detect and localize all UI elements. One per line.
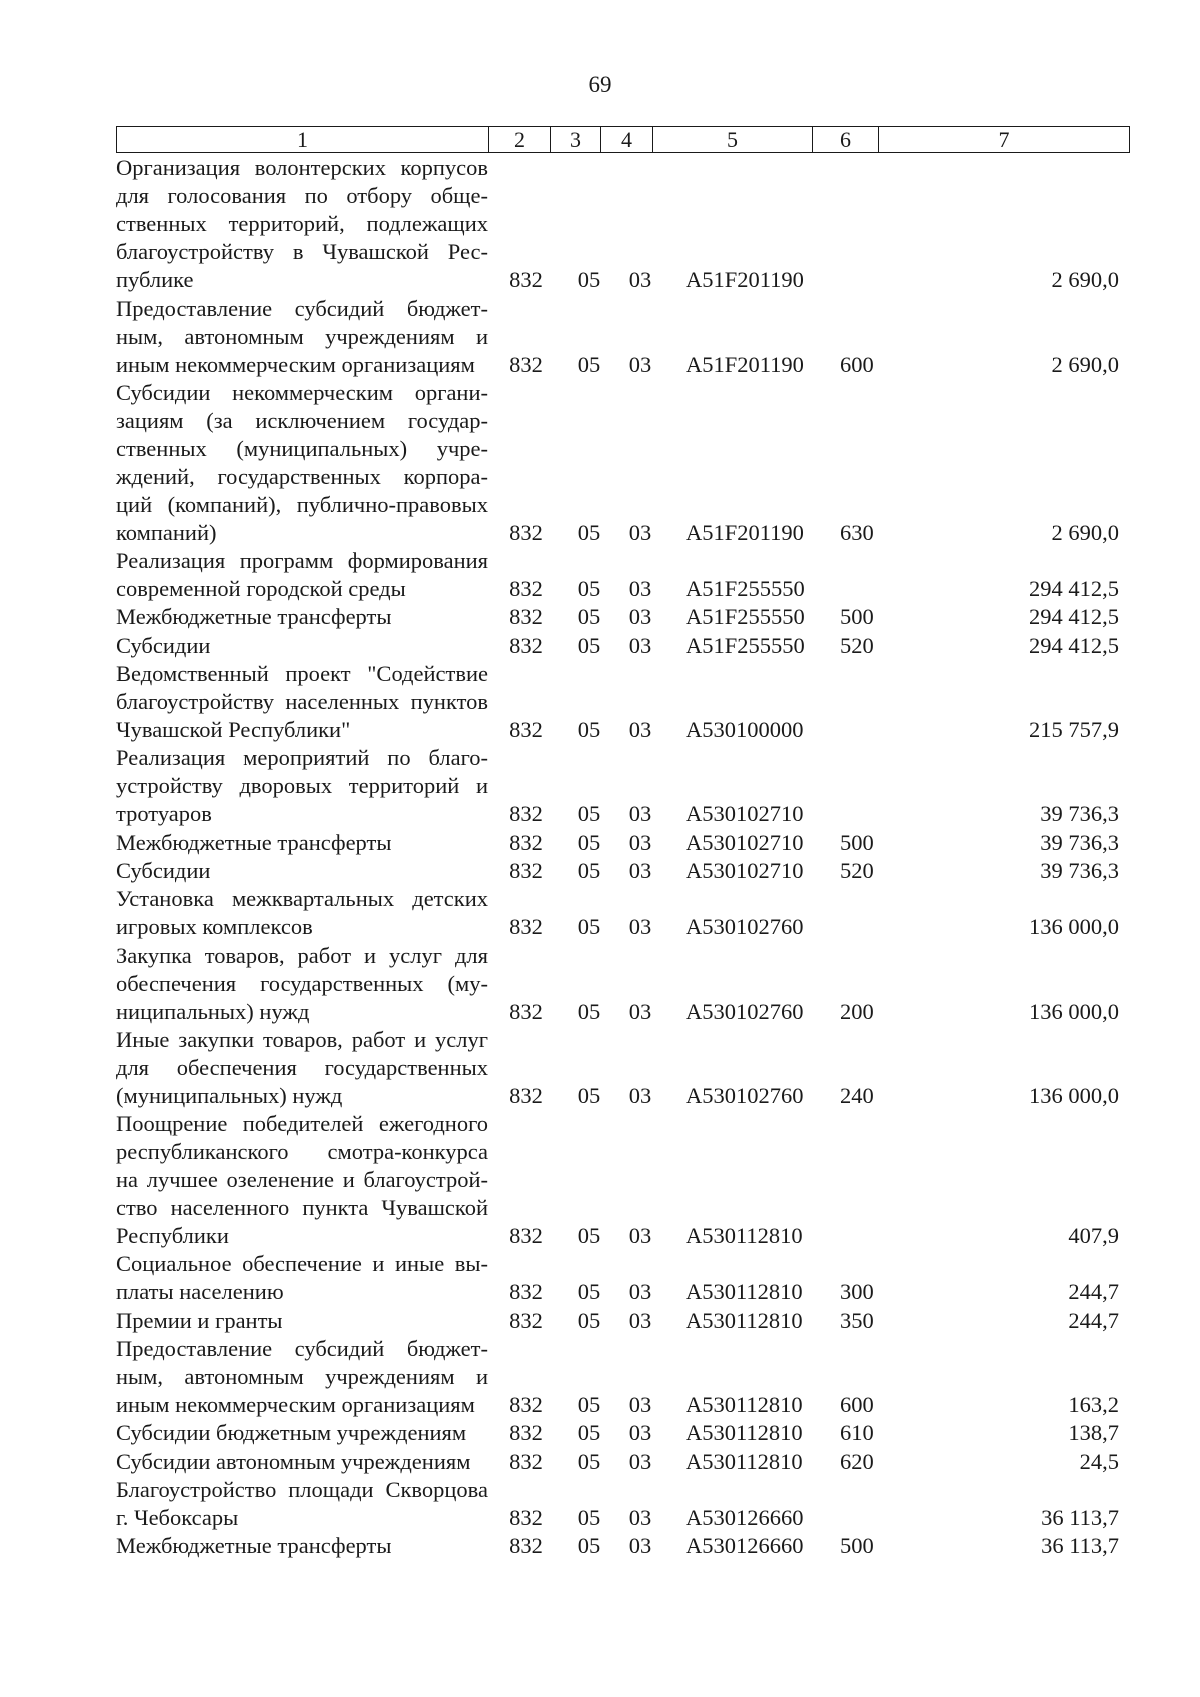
row-name-line: Реализация мероприятий по благо- [116,745,488,771]
row-name-line: Субсидии автономным учреждениям [116,1448,471,1474]
admin-code: 832 [509,829,543,855]
column-header-3: 3 [551,127,601,153]
admin-code: 832 [509,1392,543,1418]
section-code: 05 [577,1448,601,1474]
subsection-code: 03 [628,829,652,855]
table-row [116,1335,1129,1419]
table-row [116,632,1129,660]
target-article-code: A530112810 [686,1448,803,1474]
target-article-code: A530102710 [686,829,804,855]
subsection-code: 03 [628,1279,652,1305]
row-name-line: республиканского смотра-конкурса [116,1139,488,1165]
row-name-line: Субсидии бюджетным учреждениям [116,1420,467,1446]
amount: 294 412,5 [1029,576,1119,602]
section-code: 05 [577,857,601,883]
section-code: 05 [577,914,601,940]
target-article-code: A530102760 [686,998,804,1024]
amount: 244,7 [1068,1307,1119,1333]
target-article-code: A530102760 [686,914,804,940]
amount: 2 690,0 [1051,351,1119,377]
amount: 136 000,0 [1029,998,1119,1024]
column-header-table [116,126,1130,153]
expense-type-code: 500 [840,1533,874,1559]
subsection-code: 03 [628,519,652,545]
row-name-line: современной городской среды [116,576,406,602]
row-name-line: Субсидии некоммерческим органи- [116,379,488,405]
row-name-line: благоустройству в Чувашской Рес- [116,239,488,265]
admin-code: 832 [509,857,543,883]
admin-code: 832 [509,267,543,293]
table-row [116,1532,1129,1560]
table-row [116,1110,1129,1250]
amount: 136 000,0 [1029,1082,1119,1108]
row-name-line: Благоустройство площади Скворцова [116,1476,488,1502]
row-name-line: ственных (муниципальных) учре- [116,435,488,461]
row-name-line: иным некоммерческим организациям [116,1392,475,1418]
row-name-line: для обеспечения государственных [116,1054,488,1080]
row-name-line: платы населению [116,1279,284,1305]
table-row [116,829,1129,857]
budget-table-body [116,154,1129,1560]
row-name-line: Иные закупки товаров, работ и услуг [116,1026,488,1052]
section-code: 05 [577,632,601,658]
expense-type-code: 600 [840,1392,874,1418]
row-name-line: обеспечения государственных (му- [116,970,488,996]
section-code: 05 [577,1307,601,1333]
row-name [116,1476,488,1532]
target-article-code: A530102710 [686,801,804,827]
subsection-code: 03 [628,998,652,1024]
row-name-line: (муниципальных) нужд [116,1082,343,1108]
column-header-6: 6 [813,127,879,153]
expense-type-code: 240 [840,1082,874,1108]
row-name-line: на лучшее озеленение и благоустрой- [116,1167,488,1193]
table-row [116,1448,1129,1476]
section-code: 05 [577,829,601,855]
table-row [116,885,1129,941]
subsection-code: 03 [628,1223,652,1249]
admin-code: 832 [509,801,543,827]
row-name-line: устройству дворовых территорий и [116,773,488,799]
admin-code: 832 [509,717,543,743]
row-name [116,547,488,603]
expense-type-code: 300 [840,1279,874,1305]
amount: 36 113,7 [1041,1504,1119,1530]
table-row [116,942,1129,1026]
section-code: 05 [577,1223,601,1249]
section-code: 05 [577,267,601,293]
row-name-line: Закупка товаров, работ и услуг для [116,942,488,968]
row-name-line: ждений, государственных корпора- [116,463,488,489]
section-code: 05 [577,1279,601,1305]
table-row [116,1307,1129,1335]
row-name [116,744,488,828]
subsection-code: 03 [628,267,652,293]
table-row [116,660,1129,744]
row-name [116,1335,488,1419]
expense-type-code: 620 [840,1448,874,1474]
section-code: 05 [577,1420,601,1446]
amount: 39 736,3 [1040,801,1119,827]
expense-type-code: 520 [840,857,874,883]
amount: 294 412,5 [1029,604,1119,630]
row-name [116,1250,488,1306]
row-name [116,295,488,379]
target-article-code: A530112810 [686,1420,803,1446]
target-article-code: A530126660 [686,1504,804,1530]
target-article-code: A530102710 [686,857,804,883]
target-article-code: A530112810 [686,1223,803,1249]
row-name [116,885,488,941]
row-name-line: г. Чебоксары [116,1504,239,1530]
subsection-code: 03 [628,1082,652,1108]
subsection-code: 03 [628,857,652,883]
row-name [116,857,488,885]
subsection-code: 03 [628,576,652,602]
table-row [116,295,1129,379]
column-header-row [117,127,1130,153]
row-name-line: зациям (за исключением государ- [116,407,488,433]
target-article-code: A530102760 [686,1082,804,1108]
amount: 407,9 [1068,1223,1119,1249]
column-header-4: 4 [601,127,653,153]
admin-code: 832 [509,519,543,545]
target-article-code: A51F201190 [686,351,804,377]
amount: 24,5 [1079,1448,1119,1474]
row-name-line: Межбюджетные трансферты [116,1533,392,1559]
admin-code: 832 [509,576,543,602]
subsection-code: 03 [628,801,652,827]
table-row [116,744,1129,828]
target-article-code: A530100000 [686,717,804,743]
amount: 2 690,0 [1051,519,1119,545]
expense-type-code: 500 [840,604,874,630]
amount: 136 000,0 [1029,914,1119,940]
row-name-line: ным, автономным учреждениям и [116,1364,488,1390]
section-code: 05 [577,1533,601,1559]
amount: 215 757,9 [1029,717,1119,743]
row-name-line: Чувашской Республики" [116,717,351,743]
amount: 2 690,0 [1051,267,1119,293]
amount: 138,7 [1068,1420,1119,1446]
section-code: 05 [577,1504,601,1530]
row-name [116,660,488,744]
row-name [116,942,488,1026]
row-name-line: ным, автономным учреждениям и [116,323,488,349]
amount: 244,7 [1068,1279,1119,1305]
section-code: 05 [577,519,601,545]
table-row [116,547,1129,603]
subsection-code: 03 [628,1392,652,1418]
table-row [116,1026,1129,1110]
target-article-code: A51F201190 [686,519,804,545]
column-header-1: 1 [117,127,489,153]
table-row [116,379,1129,547]
target-article-code: A530112810 [686,1392,803,1418]
column-header-7: 7 [879,127,1130,153]
table-row [116,857,1129,885]
row-name [116,1307,488,1335]
row-name [116,632,488,660]
target-article-code: A530126660 [686,1533,804,1559]
row-name-line: иным некоммерческим организациям [116,351,475,377]
subsection-code: 03 [628,604,652,630]
table-row [116,154,1129,294]
amount: 294 412,5 [1029,632,1119,658]
row-name-line: Субсидии [116,632,211,658]
row-name [116,1448,488,1476]
amount: 36 113,7 [1041,1533,1119,1559]
subsection-code: 03 [628,914,652,940]
target-article-code: A51F255550 [686,576,805,602]
table-row [116,603,1129,631]
row-name-line: тротуаров [116,801,212,827]
target-article-code: A51F255550 [686,632,805,658]
expense-type-code: 200 [840,998,874,1024]
row-name [116,1532,488,1560]
row-name-line: ство населенного пункта Чувашской [116,1195,488,1221]
admin-code: 832 [509,1533,543,1559]
row-name-line: Установка межквартальных детских [116,886,488,912]
subsection-code: 03 [628,1504,652,1530]
admin-code: 832 [509,1223,543,1249]
section-code: 05 [577,717,601,743]
row-name-line: Республики [116,1223,229,1249]
admin-code: 832 [509,914,543,940]
admin-code: 832 [509,1448,543,1474]
row-name-line: для голосования по отбору обще- [116,183,488,209]
section-code: 05 [577,1082,601,1108]
target-article-code: A51F201190 [686,267,804,293]
row-name [116,379,488,547]
row-name-line: игровых комплексов [116,914,313,940]
expense-type-code: 630 [840,519,874,545]
section-code: 05 [577,351,601,377]
row-name-line: Предоставление субсидий бюджет- [116,1336,488,1362]
row-name-line: Ведомственный проект "Содействие [116,661,488,687]
row-name-line: Субсидии [116,857,211,883]
subsection-code: 03 [628,1420,652,1446]
admin-code: 832 [509,1504,543,1530]
section-code: 05 [577,801,601,827]
row-name-line: публике [116,267,194,293]
subsection-code: 03 [628,1533,652,1559]
expense-type-code: 350 [840,1307,874,1333]
row-name [116,603,488,631]
subsection-code: 03 [628,1448,652,1474]
admin-code: 832 [509,632,543,658]
section-code: 05 [577,1392,601,1418]
admin-code: 832 [509,1082,543,1108]
row-name [116,1110,488,1250]
amount: 39 736,3 [1040,829,1119,855]
row-name-line: ниципальных) нужд [116,998,310,1024]
column-header-2: 2 [489,127,551,153]
amount: 163,2 [1068,1392,1119,1418]
row-name-line: ственных территорий, подлежащих [116,211,488,237]
admin-code: 832 [509,1279,543,1305]
row-name-line: благоустройству населенных пунктов [116,689,488,715]
table-row [116,1419,1129,1447]
expense-type-code: 600 [840,351,874,377]
row-name-line: Организация волонтерских корпусов [116,155,488,181]
row-name-line: Премии и гранты [116,1307,283,1333]
row-name-line: Межбюджетные трансферты [116,604,392,630]
row-name-line: Реализация программ формирования [116,548,488,574]
subsection-code: 03 [628,632,652,658]
column-header-5: 5 [653,127,813,153]
admin-code: 832 [509,351,543,377]
table-row [116,1250,1129,1306]
admin-code: 832 [509,604,543,630]
amount: 39 736,3 [1040,857,1119,883]
row-name-line: ций (компаний), публично-правовых [116,491,488,517]
admin-code: 832 [509,1420,543,1446]
expense-type-code: 610 [840,1420,874,1446]
row-name-line: Межбюджетные трансферты [116,829,392,855]
row-name [116,829,488,857]
section-code: 05 [577,576,601,602]
target-article-code: A530112810 [686,1279,803,1305]
row-name [116,1419,488,1447]
table-row [116,1476,1129,1532]
admin-code: 832 [509,998,543,1024]
admin-code: 832 [509,1307,543,1333]
section-code: 05 [577,604,601,630]
expense-type-code: 520 [840,632,874,658]
target-article-code: A530112810 [686,1307,803,1333]
row-name [116,154,488,294]
subsection-code: 03 [628,717,652,743]
subsection-code: 03 [628,1307,652,1333]
row-name [116,1026,488,1110]
row-name-line: Поощрение победителей ежегодного [116,1111,488,1137]
target-article-code: A51F255550 [686,604,805,630]
subsection-code: 03 [628,351,652,377]
row-name-line: Предоставление субсидий бюджет- [116,295,488,321]
row-name-line: компаний) [116,519,217,545]
expense-type-code: 500 [840,829,874,855]
row-name-line: Социальное обеспечение и иные вы- [116,1251,488,1277]
section-code: 05 [577,998,601,1024]
page-number: 69 [588,72,612,97]
